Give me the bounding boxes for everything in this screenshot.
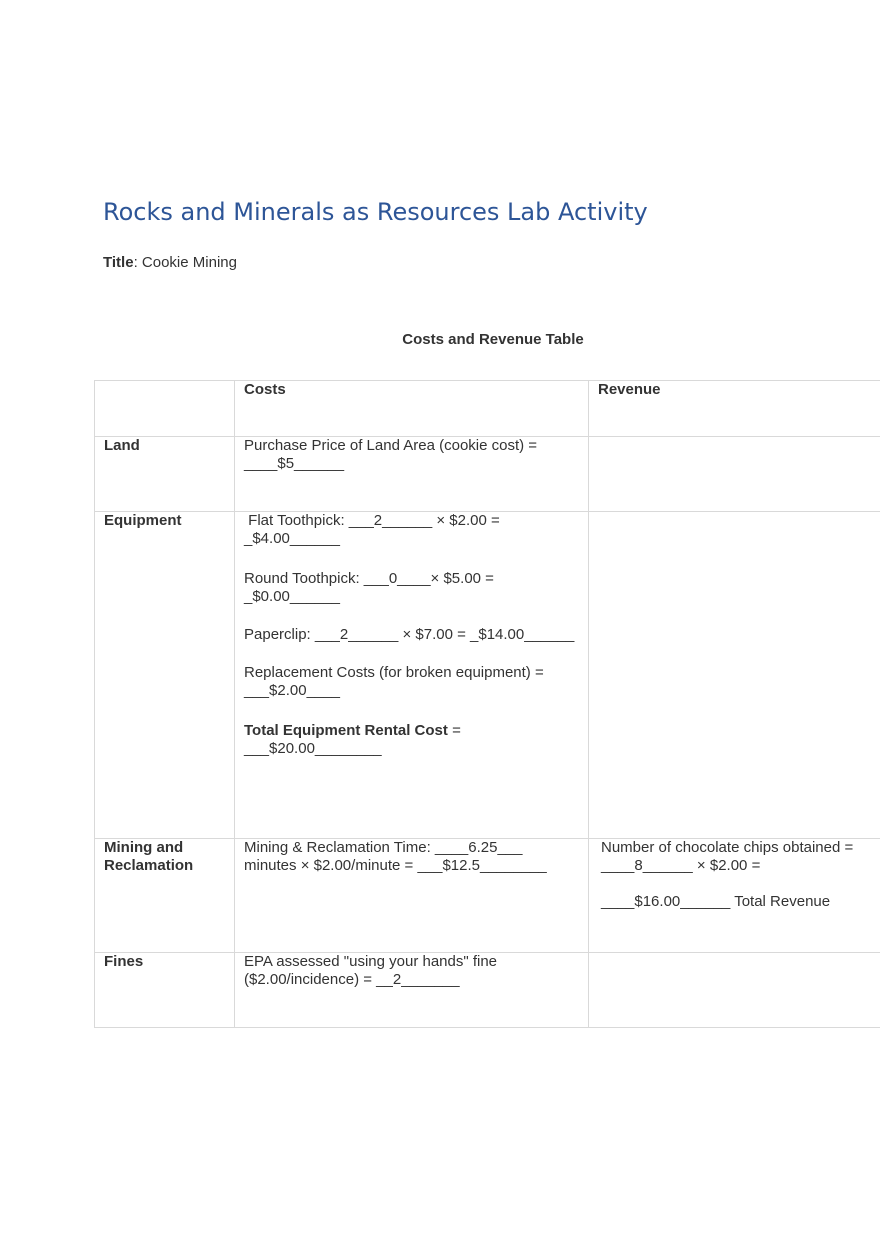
table-row-land [95, 437, 880, 512]
land-purchase-price: Purchase Price of Land Area (cookie cost) = ____$5______ [244, 437, 538, 472]
total-equipment-value: = ___$20.00________ [244, 722, 461, 757]
land-costs-cell [235, 437, 589, 512]
row-label-mining: Mining and Reclamation [95, 839, 235, 953]
land-revenue-cell [589, 437, 880, 512]
row-label-equipment: Equipment [95, 512, 235, 839]
total-equipment-label: Total Equipment Rental Cost [244, 722, 448, 739]
chocolate-chips-line: Number of chocolate chips obtained = ____8______ × $2.00 = [601, 839, 854, 874]
fines-revenue-cell [589, 953, 880, 1028]
mining-time-line: Mining & Reclamation Time: ____6.25___ minutes × $2.00/minute = ___$12.5________ [244, 839, 547, 874]
mining-costs-cell [235, 839, 589, 953]
title-label: Title [103, 254, 134, 271]
table-row-mining [95, 839, 880, 953]
header-revenue: Revenue [589, 381, 880, 437]
row-label-land: Land [95, 437, 235, 512]
title-value: : Cookie Mining [133, 254, 237, 271]
replacement-costs-line: Replacement Costs (for broken equipment) = ___$2.00____ [244, 664, 544, 699]
header-blank-cell [95, 381, 235, 437]
header-costs: Costs [235, 381, 589, 437]
round-toothpick-line: Round Toothpick: ___0____× $5.00 = _$0.00______ [244, 570, 494, 605]
table-header-row [95, 381, 880, 437]
flat-toothpick-line: Flat Toothpick: ___2______ × $2.00 = _$4.00______ [244, 512, 504, 547]
equipment-revenue-cell [589, 512, 880, 839]
costs-revenue-table [94, 380, 880, 1028]
total-equipment-cost-line [244, 722, 579, 758]
total-revenue-line: ____$16.00______ Total Revenue [601, 893, 831, 910]
table-row-equipment [95, 512, 880, 839]
table-caption: Costs and Revenue Table [402, 331, 584, 348]
equipment-costs-cell [235, 512, 589, 839]
costs-revenue-table-container [94, 380, 880, 1030]
row-label-fines: Fines [95, 953, 235, 1028]
table-row-fines [95, 953, 880, 1028]
document-heading: Rocks and Minerals as Resources Lab Activity [103, 198, 648, 226]
paperclip-line: Paperclip: ___2______ × $7.00 = _$14.00______ [244, 626, 575, 643]
activity-title-line [103, 254, 237, 271]
mining-revenue-cell [589, 839, 880, 953]
epa-fine-line: EPA assessed "using your hands" fine ($2.00/incidence) = __2_______ [244, 953, 498, 988]
fines-costs-cell [235, 953, 589, 1028]
